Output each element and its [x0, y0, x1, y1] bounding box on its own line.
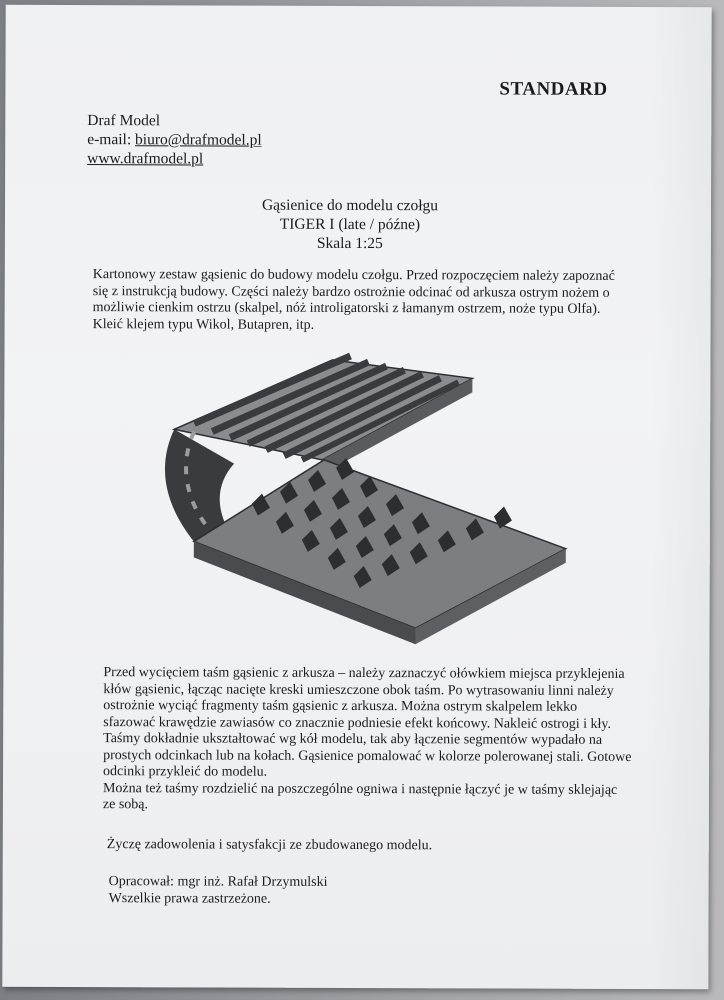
intro-line: Kleić klejem typu Wikol, Butapren, itp. [92, 316, 315, 333]
title-line-2: TIGER I (late / późne) [279, 215, 421, 234]
company-block [87, 111, 262, 169]
paper-shadow [648, 7, 711, 989]
email-label: e-mail: [87, 131, 136, 149]
email-link[interactable]: biuro@drafmodel.pl [134, 131, 262, 149]
intro-paragraph [93, 267, 633, 335]
assembly-line: odcinki przykleić do modelu. [103, 764, 268, 780]
instruction-sheet [2, 5, 711, 989]
closing-wish: Życzę zadowolenia i satysfakcji ze zbudowanego modelu. [106, 837, 433, 854]
track-lower-run [193, 459, 566, 644]
company-name: Draf Model [87, 112, 161, 130]
standard-label: STANDARD [499, 78, 608, 100]
assembly-line: kłów gąsienic, łącząc nacięte kreski umieszczone obok taśm. Po wytrasowaniu linni należy [103, 681, 614, 699]
assembly-line: ze sobą. [102, 797, 149, 813]
assembly-line: prostych odcinkach lub na kołach. Gąsienice pomalować w kolorze polerowanej stali. Gotowe [103, 747, 632, 765]
assembly-line: Przed wycięciem taśm gąsienic z arkusza – należy zaznaczyć ołówkiem miejsca przyklejenia [103, 665, 625, 682]
copyright-notice: Wszelkie prawa zastrzeżone. [108, 891, 271, 907]
intro-line: się z instrukcją budowy. Części należy bardzo ostrożnie odcinać od arkusza ostrym nożem o [92, 283, 610, 301]
assembly-line: Taśmy dokładnie ukształtować wg kół modelu, tak aby łączenie segmentów wypadało na [103, 731, 603, 748]
title-line-3: Skala 1:25 [316, 234, 383, 253]
track-illustration [153, 351, 584, 652]
company-email-line [87, 130, 261, 150]
intro-line: Kartonowy zestaw gąsienic do budowy modelu czołgu. Przed rozpoczęciem należy zapoznać [92, 267, 615, 284]
assembly-line: sfazować krawędzie zawiasów co znacznie podniesie efekt końcowy. Nakleić ostrogi i kły. [103, 714, 612, 732]
title-line-1: Gąsienice do modelu czołgu [261, 196, 439, 215]
website-link[interactable]: www.drafmodel.pl [87, 150, 204, 168]
assembly-paragraph [103, 665, 644, 815]
assembly-line: Można też taśmy rozdzielić na poszczególne ogniwa i następnie łączyć je w taśmy sklejając [102, 780, 618, 798]
author-block [109, 873, 328, 908]
assembly-line: ostrożnie wyciąć fragmenty taśm gąsienic z arkusza. Można ostrym skalpelem lekko [103, 698, 578, 715]
author-credit: Opracował: mgr inż. Rafał Drzymulski [108, 874, 328, 890]
document-title [205, 195, 495, 253]
intro-line: możliwie cienkim ostrzu (skalpel, nóż introligatorski z łamanym ostrzem, noże typu Olfa). [92, 300, 601, 317]
